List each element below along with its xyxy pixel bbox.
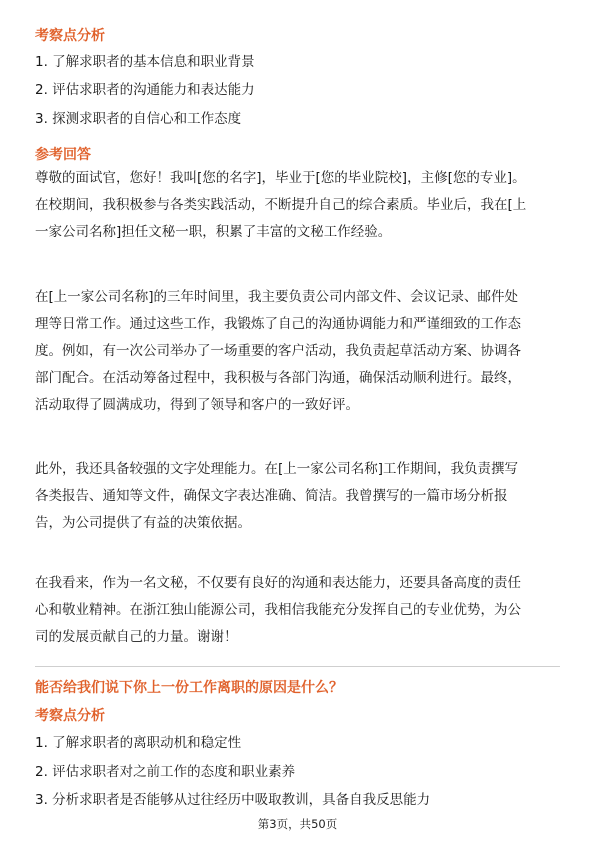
section-divider <box>35 666 560 667</box>
analysis-item-2: 2. 评估求职者的沟通能力和表达能力 <box>35 82 255 98</box>
answer-paragraph-4 <box>35 570 565 651</box>
paragraph-line: 尊敬的面试官，您好！我叫[您的名字]，毕业于[您的毕业院校]，主修[您的专业]。 <box>35 170 526 186</box>
paragraph-line: 理等日常工作。通过这些工作，我锻炼了自己的沟通协调能力和严谨细致的工作态 <box>35 316 521 332</box>
analysis-heading-2: 考察点分析 <box>35 708 105 724</box>
analysis-item-3: 3. 分析求职者是否能够从过往经历中吸取教训，具备自我反思能力 <box>35 792 431 808</box>
paragraph-line: 此外，我还具备较强的文字处理能力。在[上一家公司名称]工作期间，我负责撰写 <box>35 461 519 477</box>
answer-paragraph-3 <box>35 456 565 537</box>
analysis-item-1: 1. 了解求职者的离职动机和稳定性 <box>35 735 242 751</box>
answer-heading: 参考回答 <box>35 147 91 163</box>
analysis-item-3: 3. 探测求职者的自信心和工作态度 <box>35 111 242 127</box>
paragraph-line: 在[上一家公司名称]的三年时间里，我主要负责公司内部文件、会议记录、邮件处 <box>35 289 519 305</box>
question-heading: 能否给我们说下你上一份工作离职的原因是什么？ <box>35 680 343 696</box>
paragraph-line: 度。例如，有一次公司举办了一场重要的客户活动，我负责起草活动方案、协调各 <box>35 343 521 359</box>
paragraph-line: 在校期间，我积极参与各类实践活动，不断提升自己的综合素质。毕业后，我在[上 <box>35 197 527 213</box>
paragraph-line: 司的发展贡献自己的力量。谢谢！ <box>35 629 238 645</box>
paragraph-line: 心和敬业精神。在浙江独山能源公司，我相信我能充分发挥自己的专业优势，为公 <box>35 602 521 618</box>
paragraph-line: 部门配合。在活动筹备过程中，我积极与各部门沟通，确保活动顺利进行。最终， <box>35 370 521 386</box>
paragraph-line: 在我看来，作为一名文秘，不仅要有良好的沟通和表达能力，还要具备高度的责任 <box>35 575 521 591</box>
paragraph-line: 各类报告、通知等文件，确保文字表达准确、简洁。我曾撰写的一篇市场分析报 <box>35 488 508 504</box>
analysis-heading: 考察点分析 <box>35 28 105 44</box>
page-number: 第3页，共50页 <box>257 817 338 831</box>
paragraph-line: 活动取得了圆满成功，得到了领导和客户的一致好评。 <box>35 397 359 413</box>
paragraph-line: 一家公司名称]担任文秘一职，积累了丰富的文秘工作经验。 <box>35 224 392 240</box>
paragraph-line: 告，为公司提供了有益的决策依据。 <box>35 515 251 531</box>
answer-paragraph-2 <box>35 284 565 419</box>
answer-paragraph-1 <box>35 165 565 246</box>
analysis-item-2: 2. 评估求职者对之前工作的态度和职业素养 <box>35 764 296 780</box>
analysis-item-1: 1. 了解求职者的基本信息和职业背景 <box>35 54 255 70</box>
